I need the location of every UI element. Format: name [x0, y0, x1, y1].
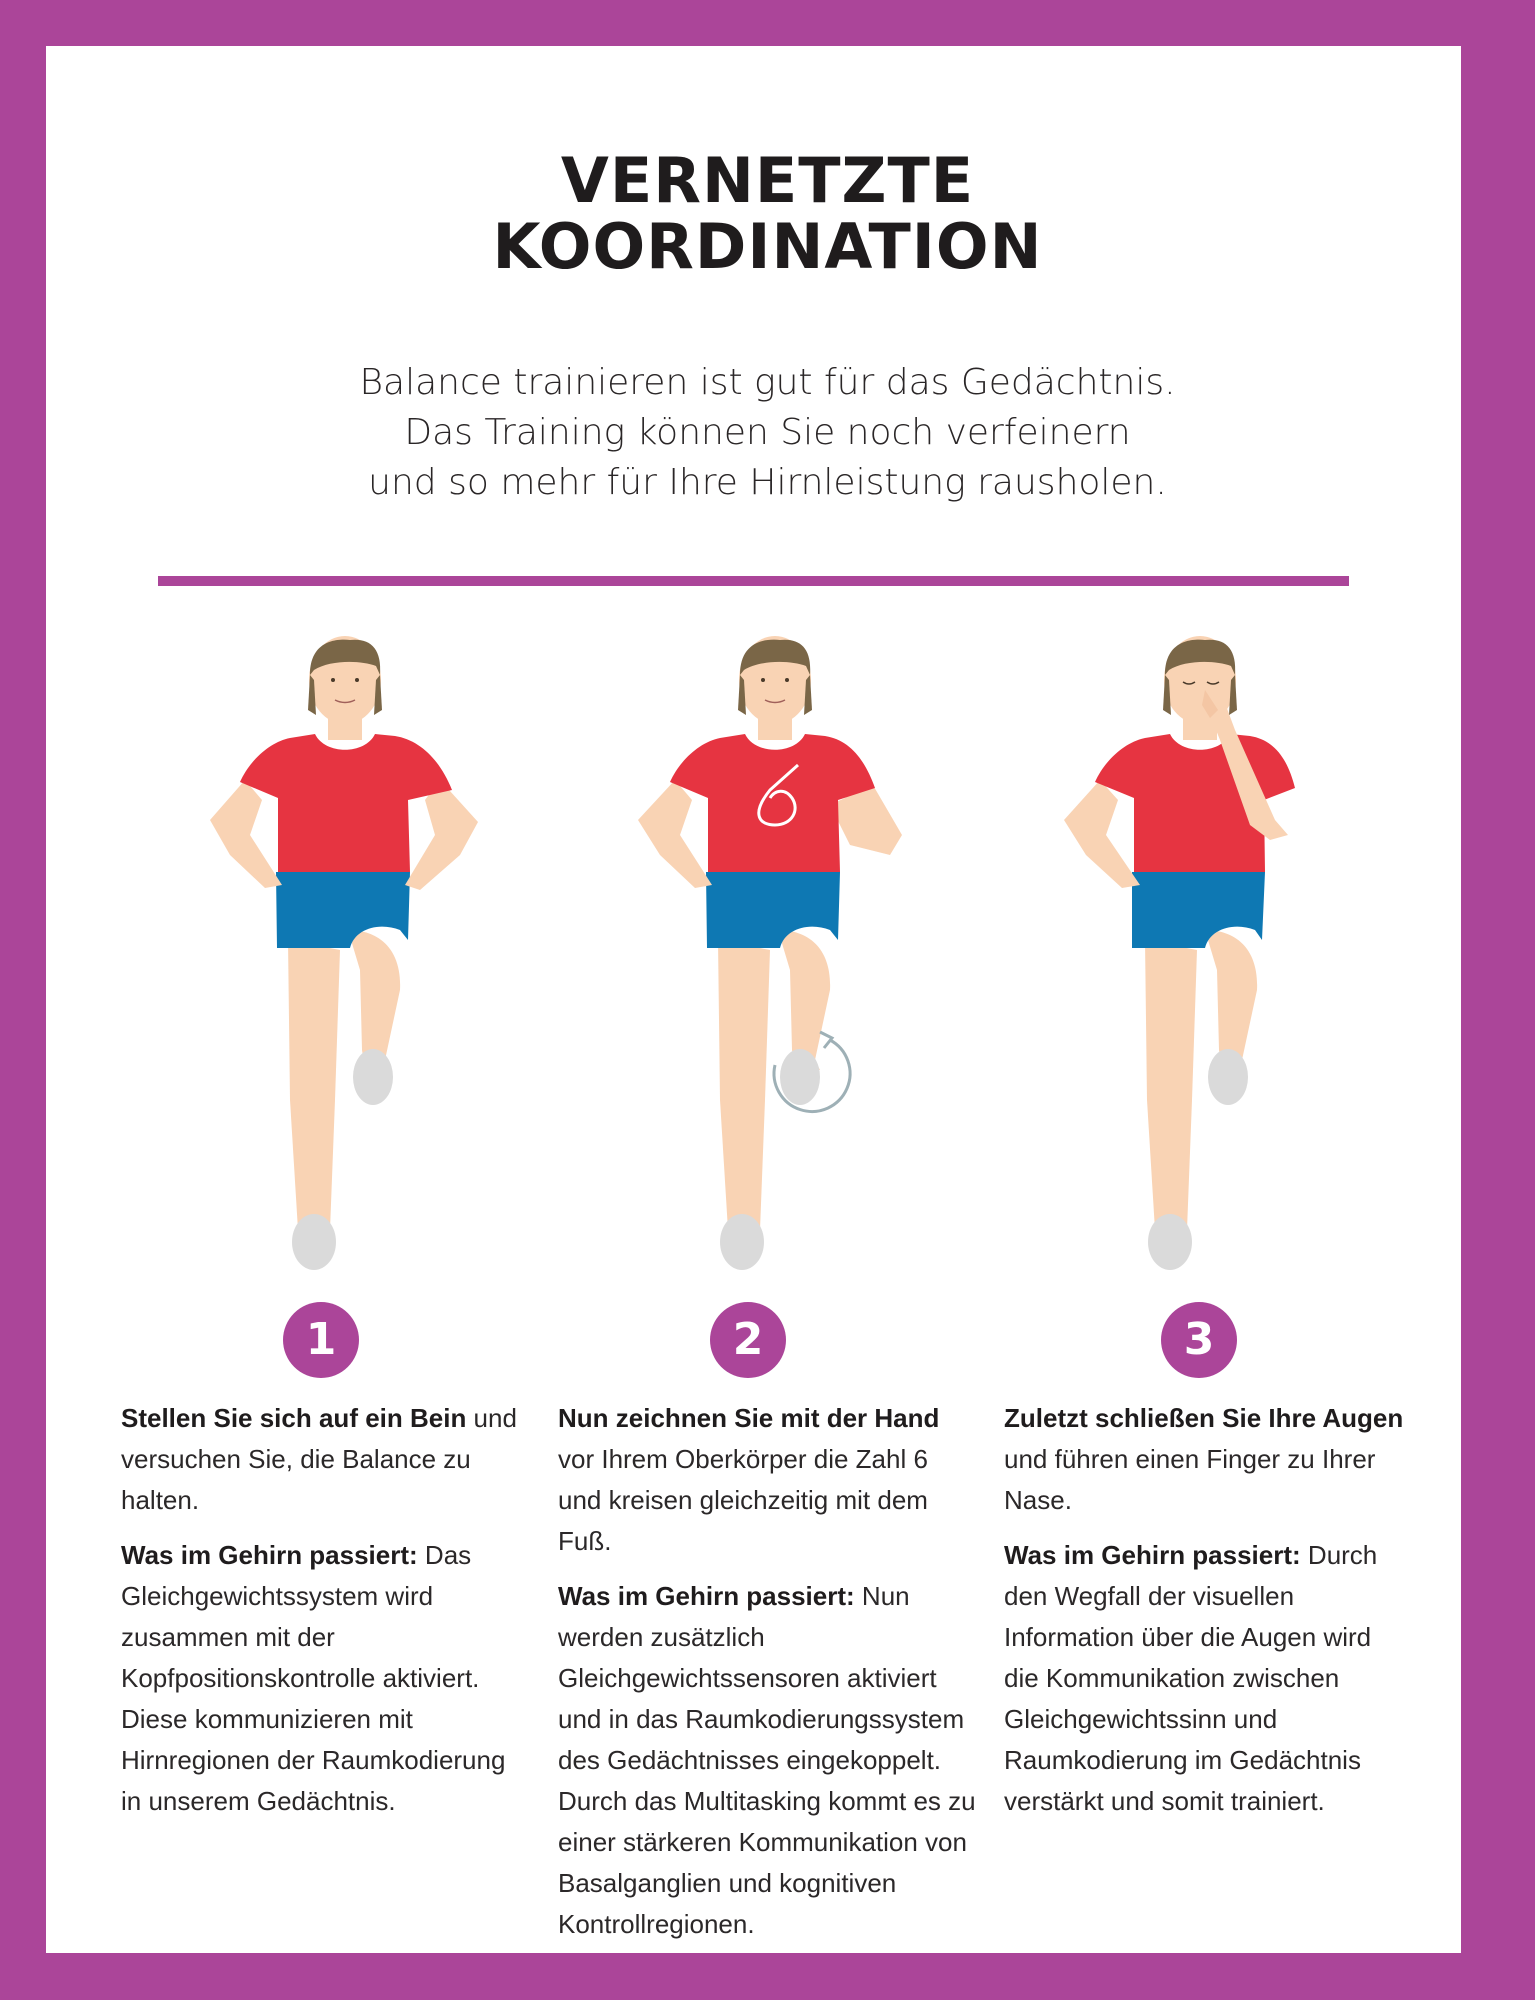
intro-line: Balance trainieren ist gut für das Gedächtnis. [359, 362, 1176, 403]
step-1-text [121, 1398, 531, 1836]
brain-label: Was im Gehirn passiert: [558, 1581, 855, 1611]
brain-explanation [558, 1576, 978, 1945]
brain-label: Was im Gehirn passiert: [121, 1540, 418, 1570]
step-number-badge: 1 [283, 1302, 359, 1378]
step-number-badge: 3 [1161, 1302, 1237, 1378]
instruction-rest: und versuchen Sie, die Balance zu halten. [121, 1403, 517, 1515]
instruction-bold: Nun zeichnen Sie mit der Hand [558, 1403, 940, 1433]
page-title [0, 144, 1535, 283]
intro-text [0, 358, 1535, 508]
step-instruction [121, 1398, 531, 1521]
instruction-bold: Zuletzt schließen Sie Ihre Augen [1004, 1403, 1404, 1433]
person-drawing-six-illustration [620, 630, 920, 1280]
title-line-1: VERNETZTE [560, 144, 975, 217]
step-instruction [1004, 1398, 1404, 1521]
person-standing-on-one-leg-illustration [190, 630, 490, 1280]
section-divider [158, 576, 1349, 586]
instruction-rest: und führen einen Finger zu Ihrer Nase. [1004, 1444, 1376, 1515]
instruction-bold: Stellen Sie sich auf ein Bein [121, 1403, 467, 1433]
brain-text: Nun werden zusätzlich Gleichgewichtssensoren aktiviert und in das Raumkodierungssystem des Gedächtnisses eingekoppelt. Durch das Multitasking kommt es zu einer stärkeren Kommunikation von Basalganglien und kognitiven Kontrollregionen. [558, 1581, 976, 1939]
instruction-rest: vor Ihrem Oberkörper die Zahl 6 und kreisen gleichzeitig mit dem Fuß. [558, 1444, 928, 1556]
brain-text: Durch den Wegfall der visuellen Information über die Augen wird die Kommunikation zwischen Gleichgewichtssinn und Raumkodierung im Gedächtnis verstärkt und somit trainiert. [1004, 1540, 1378, 1816]
brain-text: Das Gleichgewichtssystem wird zusammen mit der Kopfpositionskontrolle aktiviert. Diese kommunizieren mit Hirnregionen der Raumkodierung in unserem Gedächtnis. [121, 1540, 506, 1816]
step-number-badge: 2 [710, 1302, 786, 1378]
step-instruction [558, 1398, 978, 1562]
intro-line: und so mehr für Ihre Hirnleistung rausholen. [368, 462, 1167, 503]
person-finger-to-nose-illustration [1050, 630, 1350, 1280]
title-line-2: KOORDINATION [492, 210, 1043, 283]
brain-label: Was im Gehirn passiert: [1004, 1540, 1301, 1570]
intro-line: Das Training können Sie noch verfeinern [404, 412, 1131, 453]
brain-explanation [121, 1535, 531, 1822]
brain-explanation [1004, 1535, 1404, 1822]
step-2-text [558, 1398, 978, 1959]
step-3-text [1004, 1398, 1404, 1836]
